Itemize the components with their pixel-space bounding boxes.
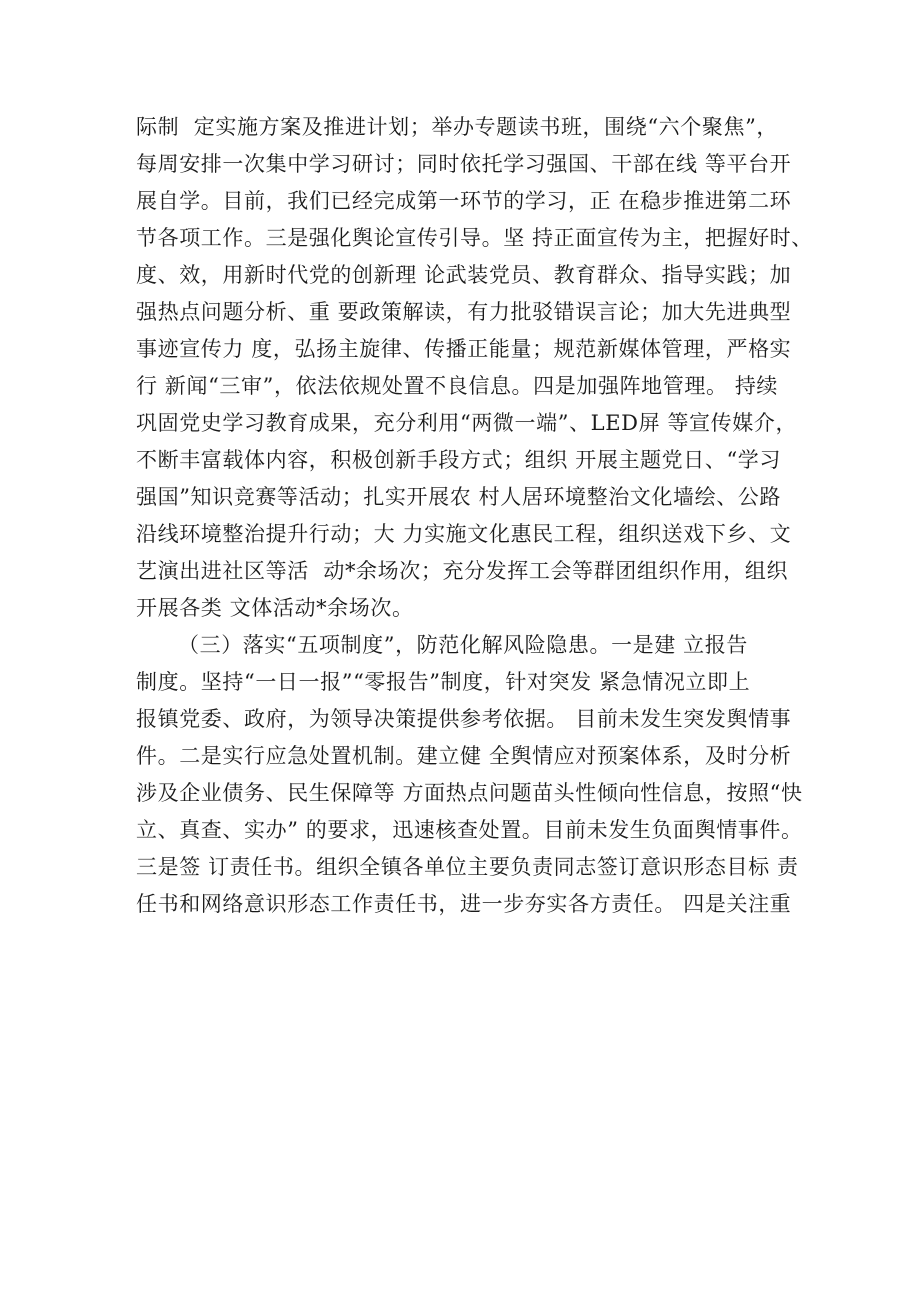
text-line: 开展各类 文体活动*余场次。 xyxy=(136,596,414,620)
text-line: 每周安排一次集中学习研讨；同时依托学习强国、干部在线 等平台开 xyxy=(136,152,792,176)
text-line: 事迹宣传力 度，弘扬主旋律、传播正能量；规范新媒体管理，严格实 xyxy=(136,337,792,361)
text-line: 立、真查、实办” 的要求，迅速核查处置。目前未发生负面舆情事件。 xyxy=(136,818,803,842)
text-line: 际制 定实施方案及推进计划；举办专题读书班，围绕“六个聚焦”， xyxy=(136,115,779,139)
body-text xyxy=(136,115,813,931)
text-line: 沿线环境整治提升行动；大 力实施文化惠民工程，组织送戏下乡、文 xyxy=(136,522,792,546)
text-line: 度、效，用新时代党的创新理 论武装党员、教育群众、指导实践；加 xyxy=(136,263,792,287)
text-line: 强国”知识竞赛等活动；扎实开展农 村人居环境整治文化墙绘、公路 xyxy=(136,485,782,509)
text-line: 巩固党史学习教育成果，充分利用“两微一端”、LED屏 等宣传媒介， xyxy=(136,411,798,435)
text-line: 艺演出进社区等活 动*余场次；充分发挥工会等群团组织作用，组织 xyxy=(136,559,789,583)
text-line: 件。二是实行应急处置机制。建立健 全舆情应对预案体系，及时分析 xyxy=(136,744,792,768)
text-line: 报镇党委、政府，为领导决策提供参考依据。 目前未发生突发舆情事 xyxy=(136,707,792,731)
text-line: 三是签 订责任书。组织全镇各单位主要负责同志签订意识形态目标 责 xyxy=(136,855,799,879)
section-heading-line: （三）落实“五项制度”，防范化解风险隐患。一是建 立报告 xyxy=(178,633,748,657)
text-line: 强热点问题分析、重 要政策解读，有力批驳错误言论；加大先进典型 xyxy=(136,300,792,324)
text-line: 行 新闻“三审”，依法依规处置不良信息。四是加强阵地管理。 持续 xyxy=(136,374,779,398)
text-line: 任书和网络意识形态工作责任书，进一步夯实各方责任。 四是关注重 xyxy=(136,892,792,916)
text-line: 不断丰富载体内容，积极创新手段方式；组织 开展主题党日、“学习 xyxy=(136,448,782,472)
text-line: 节各项工作。三是强化舆论宣传引导。坚 持正面宣传为主，把握好时、 xyxy=(136,226,813,250)
text-line: 制度。坚持“一日一报”“零报告”制度，针对突发 紧急情况立即上 xyxy=(136,670,751,694)
text-line: 展自学。目前，我们已经完成第一环节的学习，正 在稳步推进第二环 xyxy=(136,189,792,213)
text-line: 涉及企业债务、民生保障等 方面热点问题苗头性倾向性信息，按照“快 xyxy=(136,781,803,805)
